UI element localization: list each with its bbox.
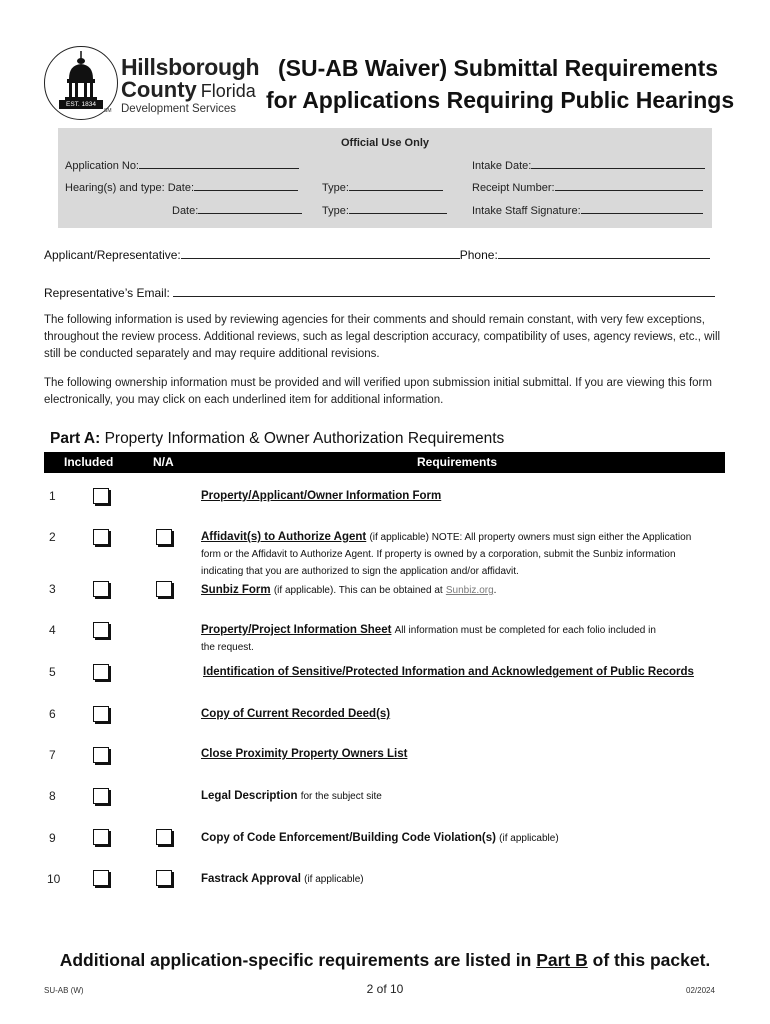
hearing-date-label-2: Date: (172, 205, 199, 217)
requirement-note: (if applicable) (499, 833, 559, 844)
row-number: 4 (49, 623, 56, 637)
row-number: 10 (47, 872, 61, 886)
hearing-type-field-2[interactable] (322, 203, 447, 217)
na-checkbox[interactable] (156, 581, 172, 597)
part-a-heading (50, 430, 504, 448)
requirement-item[interactable] (201, 746, 407, 762)
requirement-item[interactable] (201, 529, 726, 580)
included-checkbox[interactable] (93, 870, 109, 886)
requirement-note: (if applicable). This can be obtained at (273, 585, 443, 596)
col-included: Included (64, 455, 114, 469)
requirement-note: indicating that you are authorized to sign the application and/or affidavit. (201, 566, 519, 577)
requirement-title: Fastrack Approval (201, 873, 301, 885)
hearing-type-field-1[interactable] (322, 180, 443, 194)
requirement-item[interactable] (201, 622, 726, 656)
part-b-notice-text-1: Additional application-specific requirements are listed in (59, 950, 532, 970)
requirement-item[interactable] (203, 664, 694, 680)
hearing-type-label-2: Type: (322, 205, 349, 217)
form-code: SU-AB (W) (44, 986, 84, 995)
requirement-title: Copy of Code Enforcement/Building Code Violation(s) (201, 832, 496, 844)
na-checkbox[interactable] (156, 870, 172, 886)
intake-date-label: Intake Date: (472, 160, 532, 172)
hearing-date-label: Hearing(s) and type: Date: (65, 182, 195, 194)
requirement-link[interactable]: Close Proximity Property Owners List (201, 748, 408, 760)
row-number: 5 (49, 665, 56, 679)
page-title-line-2: for Applications Requiring Public Hearings (266, 87, 735, 113)
requirement-note: the request. (201, 642, 254, 653)
part-b-notice (0, 950, 770, 971)
requirement-item[interactable] (201, 488, 441, 504)
logo-mark: SM (104, 108, 112, 114)
na-checkbox[interactable] (156, 529, 172, 545)
ownership-paragraph: The following ownership information must be provided and will verified upon submission initial submittal. If you are viewing this form electronically, you may click on each underlined item for additional information. (44, 377, 712, 406)
intake-staff-signature-field[interactable] (472, 203, 703, 217)
requirement-end: . (493, 585, 497, 596)
row-number: 3 (49, 582, 56, 596)
requirement-note: form or the Affidavit to Authorize Agent. If property is owned by a corporation, submit the Sunbiz information (201, 549, 676, 560)
receipt-number-field[interactable] (472, 180, 703, 194)
application-no-field[interactable] (65, 158, 299, 172)
requirement-title: Legal Description (201, 790, 298, 802)
requirements-table-header (44, 452, 725, 473)
logo-state: Florida (200, 81, 256, 101)
requirement-note: (if applicable) NOTE: All property owners must sign either the Application (369, 532, 692, 543)
row-number: 2 (49, 530, 56, 544)
included-checkbox[interactable] (93, 622, 109, 638)
row-number: 1 (49, 489, 56, 503)
intake-staff-signature-label: Intake Staff Signature: (472, 205, 581, 217)
included-checkbox[interactable] (93, 747, 109, 763)
col-requirements: Requirements (417, 455, 498, 469)
sunbiz-link[interactable]: Sunbiz.org (445, 585, 494, 596)
requirement-link[interactable]: Property/Project Information Sheet (201, 624, 392, 636)
included-checkbox[interactable] (93, 788, 109, 804)
receipt-number-label: Receipt Number: (472, 182, 555, 194)
row-number: 6 (49, 707, 56, 721)
hearing-type-label-1: Type: (322, 182, 349, 194)
representative-email-field[interactable] (44, 286, 715, 300)
included-checkbox[interactable] (93, 488, 109, 504)
part-b-notice-text-2: of this packet. (592, 950, 711, 970)
requirement-note: (if applicable) (304, 874, 364, 885)
logo-county-line (121, 77, 256, 103)
included-checkbox[interactable] (93, 581, 109, 597)
official-use-box (58, 128, 712, 228)
application-no-label: Application No: (65, 160, 139, 172)
requirement-link[interactable]: Property/Applicant/Owner Information Form (201, 490, 442, 502)
official-use-heading: Official Use Only (340, 137, 430, 149)
requirement-link[interactable]: Copy of Current Recorded Deed(s) (201, 708, 391, 720)
col-na: N/A (153, 455, 174, 469)
hearing-date-field-2[interactable] (172, 203, 302, 217)
logo-est-text: EST. 1834 (66, 101, 96, 108)
revision-date: 02/2024 (686, 986, 715, 995)
requirement-link[interactable]: Sunbiz Form (201, 584, 271, 596)
part-a-title: Property Information & Owner Authorization Requirements (104, 430, 505, 447)
page-number: 2 of 10 (366, 982, 404, 996)
phone-label: Phone: (459, 248, 498, 262)
applicant-field[interactable] (44, 248, 710, 262)
requirement-note: All information must be completed for each folio included in (394, 625, 656, 636)
row-number: 8 (49, 789, 56, 803)
na-checkbox[interactable] (156, 829, 172, 845)
requirement-item[interactable] (201, 582, 496, 599)
email-label: Representative’s Email: (44, 286, 170, 300)
requirement-item[interactable] (201, 871, 364, 888)
intro-paragraph: The following information is used by reviewing agencies for their comments and should remain constant, with very few exceptions, throughout the review process. Additional reviews, such as legal description accuracy, compatibility of uses, agency reviews, etc., will still be conducted separately and may require additional revisions. (44, 314, 721, 360)
included-checkbox[interactable] (93, 829, 109, 845)
requirement-item[interactable] (201, 788, 382, 805)
requirement-item[interactable] (201, 706, 390, 722)
logo-county-name: Hillsborough (121, 54, 260, 80)
page-title-line-1: (SU-AB Waiver) Submittal Requirements (278, 55, 719, 81)
requirement-link[interactable]: Identification of Sensitive/Protected Information and Acknowledgement of Public Records (203, 666, 694, 678)
intake-date-field[interactable] (472, 158, 705, 172)
part-b-link[interactable]: Part B (536, 950, 588, 970)
part-a-label: Part A: (50, 430, 101, 447)
logo-county-word: County (121, 77, 197, 102)
logo-department: Development Services (121, 103, 237, 115)
requirement-note: for the subject site (300, 791, 382, 802)
row-number: 7 (49, 748, 56, 762)
row-number: 9 (49, 831, 56, 845)
applicant-label: Applicant/Representative: (44, 248, 181, 262)
included-checkbox[interactable] (93, 664, 109, 680)
included-checkbox[interactable] (93, 706, 109, 722)
requirement-item[interactable] (201, 830, 559, 847)
hearing-date-field[interactable] (65, 180, 298, 194)
requirement-link[interactable]: Affidavit(s) to Authorize Agent (201, 531, 367, 543)
included-checkbox[interactable] (93, 529, 109, 545)
